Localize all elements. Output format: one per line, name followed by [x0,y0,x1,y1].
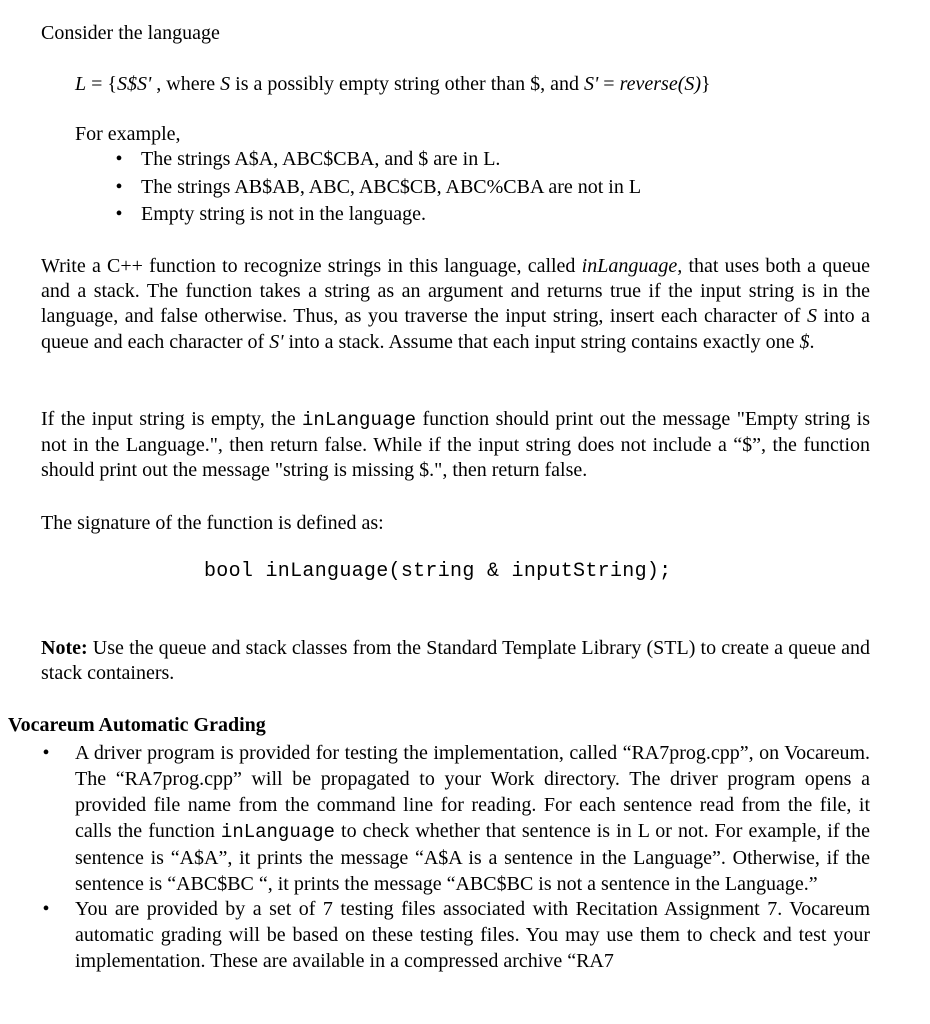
function-code: inLanguage [302,409,417,431]
grading-heading: Vocareum Automatic Grading [8,714,266,736]
example-text: Empty string is not in the language. [141,203,426,225]
para2-text: function should print out the message "Empty string is not in the Language.", then return false. While if the input string does not include a “$”, the function should print out the message "string is missing $.", then return false. [41,408,870,482]
para1-text: . [809,330,815,353]
function-signature-code: bool inLanguage(string & inputString); [204,560,672,583]
intro-text: Consider the language [41,22,220,44]
bullet-icon: • [115,203,123,225]
def-where: , where [151,73,221,95]
def-reverse: reverse(S) [619,73,702,95]
para2-text: If the input string is empty, the [41,408,303,430]
s-prime: S' [269,330,284,353]
list-item [109,146,641,174]
note-label: Note: [41,637,88,659]
def-close: } [701,73,711,95]
grading-text: A driver program is provided for testing the implementation, called “RA7prog.cpp”, on Vocareum. The “RA7prog.cpp” will be propagated to your Work directory. The driver program opens a provided file name from the command line for reading. For each sentence read from the file, it calls the function [75,742,870,842]
def-set-expr: S$S' [117,73,152,95]
example-text: The strings A$A, ABC$CBA, and $ are in L. [141,148,501,170]
para1-text: into a queue and each character of [41,305,870,353]
function-name: inLanguage, [581,255,683,277]
examples-list [109,146,641,229]
list-item [36,897,870,975]
para1-text: Write a C++ function to recognize strings in this language, called [41,255,582,277]
bullet-icon: • [42,898,50,921]
list-item [36,741,870,897]
def-eq2: = [598,73,620,95]
def-middle: is a possibly empty string other than $, and [230,73,585,95]
def-s-prime: S' [584,73,599,95]
list-item [109,201,641,229]
dollar-sign: $ [799,330,810,353]
def-s-var: S [220,73,231,95]
grading-text: You are provided by a set of 7 testing files associated with Recitation Assignment 7. Vocareum automatic grading will be based on these testing files. You may use them to check and test your implementation. These are available in a compressed archive “RA7 [75,898,870,973]
s-var: S [806,305,817,328]
para1-text: into a stack. Assume that each input string contains exactly one [283,330,800,353]
language-definition [75,71,711,97]
bullet-icon: • [115,175,123,198]
list-item [109,174,641,202]
signature-intro: The signature of the function is defined as: [41,512,384,534]
def-eq: = { [86,73,118,95]
example-text: The strings AB$AB, ABC, ABC$CB, ABC%CBA are not in L [141,175,642,198]
example-heading: For example, [75,123,181,145]
grading-list [36,741,870,975]
function-code: inLanguage [220,820,335,843]
def-lhs: L [75,73,87,95]
paragraph-function-description [41,254,870,355]
grading-text: to check whether that sentence is in L or not. For example, if the sentence is “A$A”, it prints the message “A$A is a sentence in the Language”. Otherwise, if the sentence is “ABC$BC “, it prints the message “ABC$BC is not a sentence in the Language.” [75,819,870,895]
para1-text: that uses both a queue and a stack. The function takes a string as an argument and returns true if the input string is in the language, and false otherwise. Thus, as you traverse the input string, insert each character of [41,255,870,328]
note-paragraph [41,636,870,686]
bullet-icon: • [42,742,50,764]
note-text: Use the queue and stack classes from the Standard Template Library (STL) to create a queue and stack containers. [41,637,870,685]
bullet-icon: • [115,148,123,170]
paragraph-error-handling [41,407,870,484]
